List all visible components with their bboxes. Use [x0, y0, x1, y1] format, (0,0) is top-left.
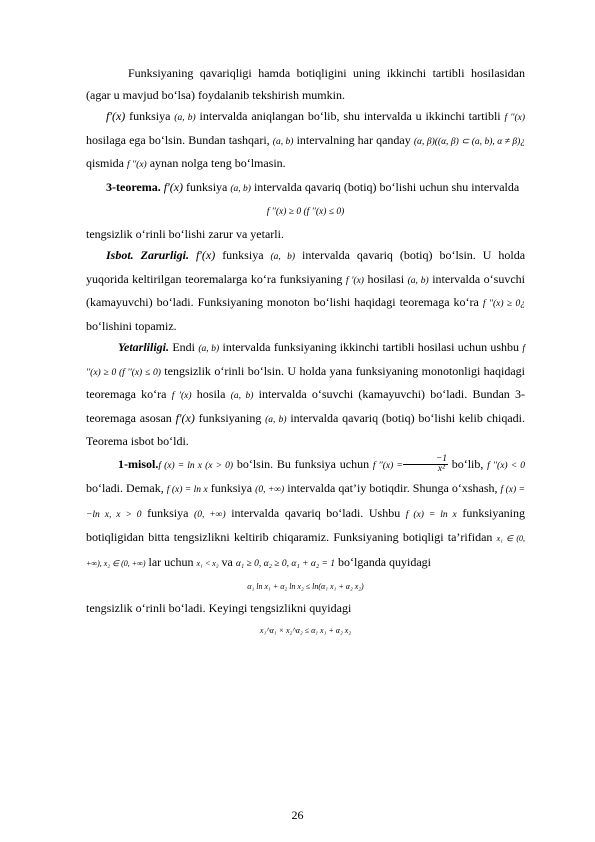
- math-second-derivative: f ′′(x): [127, 160, 147, 170]
- math-f: f′(x): [106, 109, 126, 123]
- intro-paragraph: Funksiyaning qavariqligi hamda botiqligini uning ikkinchi tartibli hosilasidan (agar u mavjud bo‘lsa) foydalanib tekshirish mumkin.: [86, 66, 525, 102]
- weighted-mean-formula: x₁^α₁ × x₂^α₂ ≤ α₁ x₁ + α₂ x₂: [259, 626, 352, 635]
- page-number: 26: [291, 808, 304, 822]
- math-first-derivative: f ′(x): [171, 391, 192, 401]
- math-interval: (a, b): [407, 275, 429, 286]
- setup-paragraph: f′(x) funksiya (a, b) intervalda aniqlangan bo‘lib, shu intervalda u ikkinchi tartibli f ′′(x) hosilaga ega bo‘lsin. Bundan tashqari, (a, b) intervalning har qanday (α, β)((α, β) ⊂ (a, b), α ≠ β)¿ qismida f ′′(x) aynan nolga teng bo‘lmasin.: [86, 109, 526, 170]
- theorem-label: 3-teorema.: [106, 179, 161, 194]
- theorem-tail: tengsizlik o‘rinli bo‘lishi zarur va yetarli.: [86, 226, 284, 241]
- proof-necessity-label: Isbot. Zarurligi.: [106, 248, 189, 262]
- document-page: [86, 63, 525, 642]
- math-condition: f ′′(x) ≥ 0¿: [482, 299, 525, 309]
- math-interval: (a, b): [272, 136, 294, 147]
- proof-sufficiency-paragraph: Yetarliligi. Endi (a, b) intervalda funksiyaning ikkinchi tartibli hosilasi uchun ushbu f ′′(x) ≥ 0 (f ′′(x) ≤ 0) tengsizlik o‘rinli bo‘lsin. U holda yana funksiyaning monotonligi haqidagi teoremaga ko‘ra f ′(x) hosila (a, b) intervalda o‘suvchi (kamayuvchi) bo‘ladi. Bundan 3-teoremaga asosan f′(x) funksiyaning (a, b) intervalda qavariq (botiq) bo‘lishi kelib chiqadi. Teorema isbot bo‘ldi.: [86, 340, 526, 448]
- math-f: f′(x): [175, 410, 195, 425]
- math-interval: (a, b): [198, 344, 220, 354]
- math-interval: (a, b): [230, 391, 254, 401]
- proof-sufficiency-label: Yetarliligi.: [118, 340, 169, 354]
- math-f: f′(x): [195, 248, 216, 262]
- math-interval: (a, b): [230, 183, 251, 194]
- example-tail: tengsizlik o‘rinli bo‘ladi. Keyingi tengsizlikni quyidagi: [86, 600, 352, 615]
- example-paragraph: 1-misol.f (x) = ln x (x > 0) bo‘lsin. Bu funksiya uchun f ′′(x) = $\frac{-1}{\text{x²}}$ bo‘lib, f ′′(x) < 0 bo‘ladi. Demak, f (x) = ln x funksiya (0, +∞) intervalda qat’iy botiqdir. Shunga o‘xshash, f (x) = −ln x, x > 0 funksiya (0, +∞) intervalda qavariq bo‘ladi. Ushbu f (x) = ln x funksiyaning botiqligidan bitta tengsizlikni keltirib chiqaramiz. Funksiyaning botiqligi ta’rifidan x₁ ∈ (0, +∞), x₂ ∈ (0, +∞) lar uchun x₁ < x₂ va α₁ ≥ 0, α₂ ≥ 0, α₁ + α₂ = 1 bo‘lganda quyidagi: [86, 454, 526, 569]
- math-definition: f (x) = ln x (x > 0): [158, 460, 234, 471]
- math-subinterval-condition: (α, β)((α, β) ⊂ (a, b), α ≠ β)¿: [413, 136, 526, 147]
- math-interval: (a, b): [265, 414, 287, 425]
- math-condition: f ′′(x) ≥ 0 (f ′′(x) ≤ 0): [86, 344, 526, 378]
- log-inequality-formula: α₁ ln x₁ + α₂ ln x₂ ≤ ln(α₁ x₁ + α₂ x₂): [247, 582, 364, 591]
- math-interval: (a, b): [174, 113, 196, 123]
- math-second-derivative: f ′′(x): [504, 113, 526, 123]
- example-label: 1-misol.: [118, 456, 159, 471]
- theorem-paragraph: 3-teorema. f′(x) funksiya (a, b) intervalda qavariq (botiq) bo‘lishi uchun shu intervalda: [106, 179, 520, 194]
- math-fraction: $\frac{-1}{\text{x²}}$: [403, 455, 448, 474]
- math-interval: (a, b): [270, 252, 296, 262]
- theorem-formula: f ′′(x) ≥ 0 (f ′′(x) ≤ 0): [266, 207, 345, 217]
- proof-necessity-paragraph: Isbot. Zarurligi. f′(x) funksiya (a, b) intervalda qavariq (botiq) bo‘lsin. U holda yuqorida keltirilgan teoremalarga ko‘ra funksiyaning f ′(x) hosilasi (a, b) intervalda o‘suvchi (kamayuvchi) bo‘ladi. Funksiyaning monoton bo‘lishi haqidagi teoremaga ko‘ra f ′′(x) ≥ 0¿ bo‘lishini topamiz.: [86, 248, 526, 333]
- math-f: f′(x): [163, 179, 184, 194]
- math-first-derivative: f ′(x): [345, 275, 364, 286]
